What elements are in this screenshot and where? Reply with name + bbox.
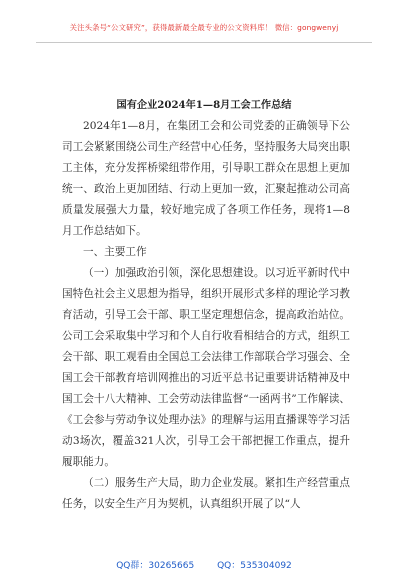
footer-qq-group: QQ群：30265665 xyxy=(116,561,195,571)
footer-qq: QQ：535304092 xyxy=(217,561,292,571)
paragraph-political: （一）加强政治引领，深化思想建设。以习近平新时代中国特色社会主义思想为指导，组织开展形式多样的理论学习教育活动，引导工会干部、职工坚定理想信念，提高政治站位。公司工会采取集中学习和个人自行收看相结合的方式，组织工会干部、职工观看由全国总工会法律工作部联合学习强会、全国工会干部教育培训网推出的习近平总书记重要讲话精神及中国工会十八大精神、工会劳动法律监督“一函两书”工作解读、《工会参与劳动争议处理办法》的理解与运用直播课等学习活动3场次，覆盖321人次，引导工会干部把握工作重点，提升履职能力。 xyxy=(62,267,350,468)
document-title: 国有企业2024年1—8月工会工作总结 xyxy=(116,99,292,111)
paragraph-production: （二）服务生产大局，助力企业发展。紧扣生产经营重点任务，以安全生产月为契机，认真组织开展了以“人 xyxy=(62,477,350,510)
header-banner: 关注头条号“公文研究”，获得最新最全最专业的公文资料库！ 微信：gongwenyj xyxy=(69,23,339,32)
document-body xyxy=(62,116,350,515)
paragraph-intro: 2024年1—8月，在集团工会和公司党委的正确领导下公司工会紧紧围绕公司生产经营中心任务，坚持服务大局突出职工主体，充分发挥桥梁纽带作用，引导职工群众在思想上更加统一、政治上更加团结、行动上更加一致，汇聚起推动公司高质量发展强大力量，较好地完成了各项工作任务，现将1—8月工作总结如下。 xyxy=(62,120,350,237)
section-heading: 一、主要工作 xyxy=(83,246,147,258)
footer-contact xyxy=(0,558,408,571)
header-divider xyxy=(36,42,372,43)
